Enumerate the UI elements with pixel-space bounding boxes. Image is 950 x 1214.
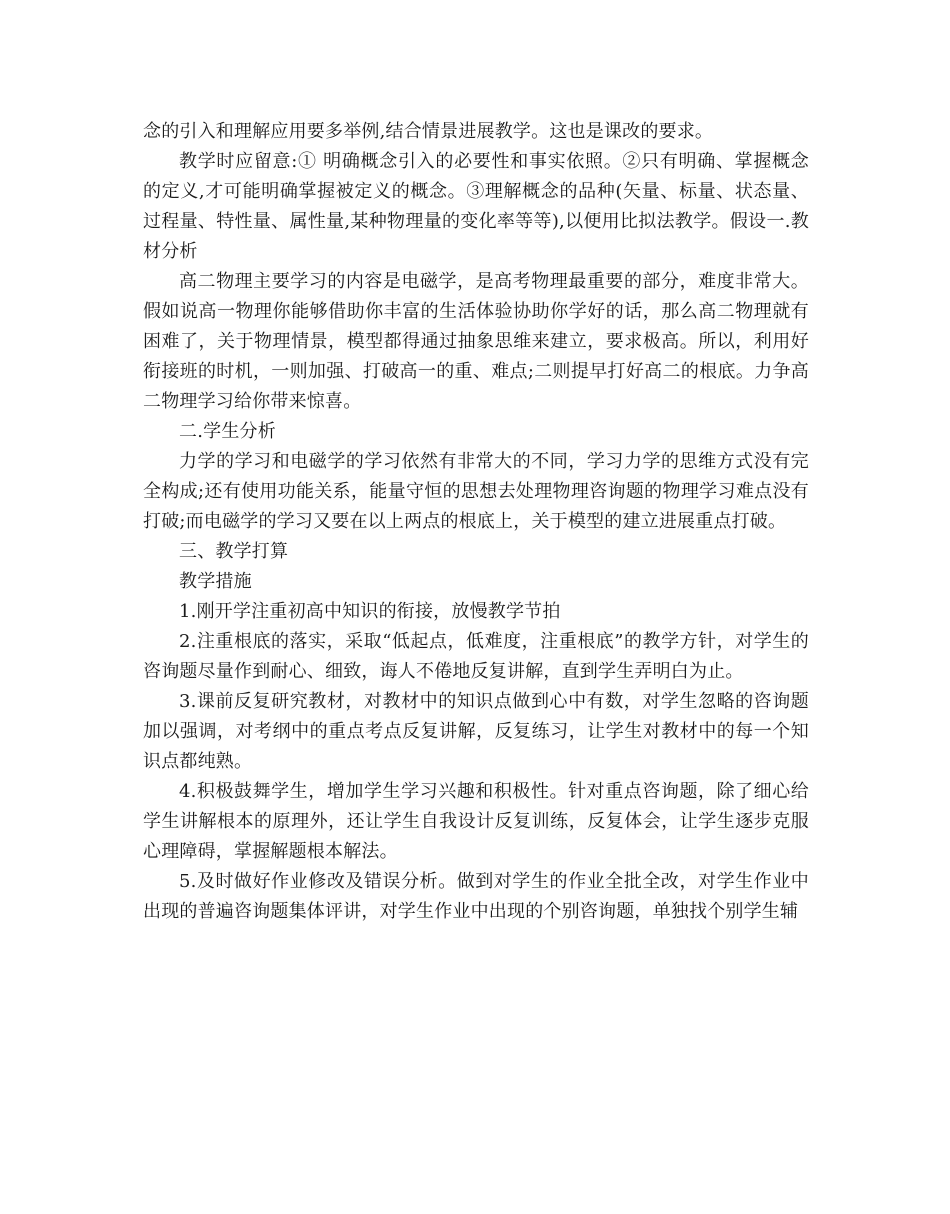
list-item-1: 1.刚开学注重初高中知识的衔接，放慢教学节拍 [179,601,561,622]
subheading-teaching-measures: 教学措施 [179,571,252,592]
list-item-5: 5.及时做好作业修改及错误分析。做到对学生的作业全批全改，对学生作业中出现的普遍咨询题集体评讲，对学生作业中出现的个别咨询题，单独找个别学生辅 [143,871,809,922]
paragraph-3: 高二物理主要学习的内容是电磁学，是高考物理最重要的部分，难度非常大。假如说高一物理你能够借助你丰富的生活体验协助你学好的话，那么高二物理就有困难了，关于物理情景，模型都得通过抽象思维来建立，要求极高。所以，利用好衔接班的时机，一则加强、打破高一的重、难点;二则提早打好高二的根底。力争高二物理学习给你带来惊喜。 [143,271,809,412]
section-heading-teaching-plan: 三、教学打算 [179,541,289,562]
section-heading-student-analysis: 二.学生分析 [179,421,276,442]
list-item-2: 2.注重根底的落实，采取“低起点，低难度，注重根底”的教学方针，对学生的咨询题尽量作到耐心、细致，诲人不倦地反复讲解，直到学生弄明白为止。 [143,631,809,682]
paragraph-5: 力学的学习和电磁学的学习依然有非常大的不同，学习力学的思维方式没有完全构成;还有使用功能关系，能量守恒的思想去处理物理咨询题的物理学习难点没有打破;而电磁学的学习又要在以上两点的根底上，关于模型的建立进展重点打破。 [143,451,809,532]
paragraph-1: 念的引入和理解应用要多举例,结合情景进展教学。这也是课改的要求。 [143,121,714,142]
document-page [143,117,809,927]
list-item-4: 4.积极鼓舞学生，增加学生学习兴趣和积极性。针对重点咨询题，除了细心给学生讲解根本的原理外，还让学生自我设计反复训练，反复体会，让学生逐步克服心理障碍，掌握解题根本解法。 [143,781,809,862]
list-item-3: 3.课前反复研究教材，对教材中的知识点做到心中有数，对学生忽略的咨询题加以强调，对考纲中的重点考点反复讲解，反复练习，让学生对教材中的每一个知识点都纯熟。 [143,691,809,772]
paragraph-2: 教学时应留意:① 明确概念引入的必要性和事实依照。②只有明确、掌握概念的定义,才可能明确掌握被定义的概念。③理解概念的品种(矢量、标量、状态量、过程量、特性量、属性量,某种物理量的变化率等等),以便用比拟法教学。假设一.教材分析 [143,151,809,262]
